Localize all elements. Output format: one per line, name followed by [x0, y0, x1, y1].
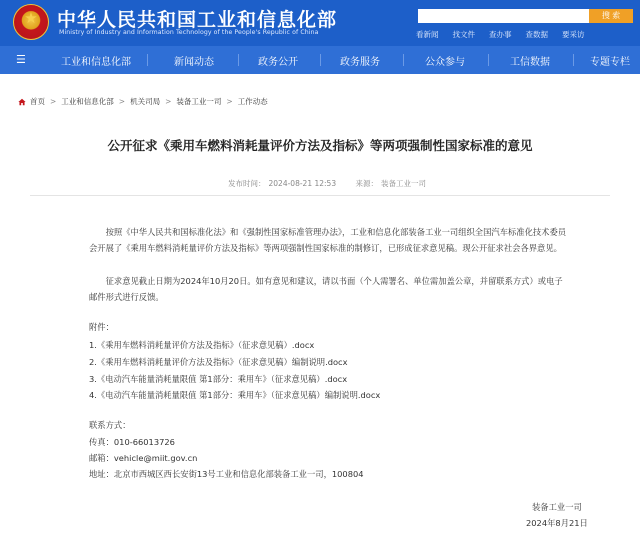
meta-source: 装备工业一司	[380, 179, 426, 188]
nav-divider	[488, 54, 489, 66]
intro-paragraph: 按照《中华人民共和国标准化法》和《强制性国家标准管理办法》，工业和信息化部装备工业一司组织全国汽车标准化技术委员会开展了《乘用车燃料消耗量评价方法及指标》等两项强制性国家标准的制修订，已形成征求意见稿。现公开征求社会各界意见。	[89, 227, 567, 253]
breadcrumb-work-news[interactable]: 工作动态	[237, 97, 268, 106]
breadcrumb-separator: >	[226, 97, 233, 106]
breadcrumb-home[interactable]: 首页	[30, 97, 45, 106]
article-meta	[228, 178, 429, 189]
contact-email: 邮箱：vehicle@miit.gov.cn	[89, 453, 198, 463]
link-news[interactable]: 看新闻	[416, 30, 439, 39]
breadcrumb-equipment-dept[interactable]: 装备工业一司	[176, 97, 222, 106]
attachment-link[interactable]: 2.《乘用车燃料消耗量评价方法及指标》（征求意见稿）编制说明.docx	[89, 357, 348, 367]
nav-item-topics[interactable]: 专题专栏	[590, 57, 630, 68]
nav-item-services[interactable]: 政务服务	[340, 57, 380, 68]
meta-source-label: 来源：	[355, 179, 378, 188]
search-input[interactable]	[418, 9, 590, 23]
attachments-label: 附件：	[89, 322, 114, 332]
link-data[interactable]: 查数据	[525, 30, 548, 39]
article-title: 公开征求《乘用车燃料消耗量评价方法及指标》等两项强制性国家标准的意见	[107, 138, 533, 153]
nav-divider	[320, 54, 321, 66]
nav-divider	[573, 54, 574, 66]
link-files[interactable]: 找文件	[452, 30, 475, 39]
nav-item-ministry[interactable]: 工业和信息化部	[61, 57, 131, 68]
main-nav	[0, 46, 640, 74]
nav-divider	[403, 54, 404, 66]
site-header	[0, 0, 640, 46]
meta-date: 2024-08-21 12:53	[268, 179, 337, 188]
nav-item-news[interactable]: 新闻动态	[174, 57, 214, 68]
national-emblem-icon: ★	[13, 4, 49, 40]
nav-divider	[147, 54, 148, 66]
title-divider	[30, 195, 610, 196]
breadcrumb-separator: >	[118, 97, 126, 106]
menu-icon[interactable]: ☰	[16, 53, 26, 66]
search-button[interactable]: 搜 索	[589, 9, 633, 23]
breadcrumb-separator: >	[165, 97, 172, 106]
site-title[interactable]: 中华人民共和国工业和信息化部	[57, 9, 338, 31]
top-links	[416, 29, 585, 40]
link-services[interactable]: 查办事	[489, 30, 512, 39]
nav-item-public[interactable]: 公众参与	[425, 57, 465, 68]
site-subtitle: Ministry of Industry and Information Technology of the People's Republic of China	[59, 29, 319, 36]
home-icon[interactable]	[18, 98, 26, 106]
nav-item-data[interactable]: 工信数据	[510, 57, 550, 68]
deadline-paragraph: 征求意见截止日期为2024年10月20日。如有意见和建议，请以书面（个人需署名、单位需加盖公章，并留联系方式）或电子邮件形式进行反馈。	[89, 276, 563, 302]
meta-date-label: 发布时间：	[228, 179, 266, 188]
nav-divider	[238, 54, 239, 66]
contact-label: 联系方式：	[89, 420, 131, 430]
signature-org: 装备工业一司	[532, 502, 582, 512]
attachment-link[interactable]: 3.《电动汽车能量消耗量限值 第1部分：乘用车》（征求意见稿）.docx	[89, 374, 348, 384]
signature-date: 2024年8月21日	[526, 518, 588, 528]
attachment-link[interactable]: 1.《乘用车燃料消耗量评价方法及指标》（征求意见稿）.docx	[89, 340, 315, 350]
contact-address: 地址：北京市西城区西长安街13号工业和信息化部装备工业一司，100804	[89, 469, 364, 479]
breadcrumb-separator: >	[50, 97, 57, 106]
contact-fax: 传真：010-66013726	[89, 437, 175, 447]
breadcrumb	[18, 96, 268, 107]
nav-item-gov-affairs[interactable]: 政务公开	[258, 57, 298, 68]
breadcrumb-departments[interactable]: 机关司局	[130, 97, 161, 106]
link-interview[interactable]: 要采访	[562, 30, 585, 39]
attachment-link[interactable]: 4.《电动汽车能量消耗量限值 第1部分：乘用车》（征求意见稿）编制说明.docx	[89, 390, 381, 400]
breadcrumb-ministry[interactable]: 工业和信息化部	[61, 97, 114, 106]
